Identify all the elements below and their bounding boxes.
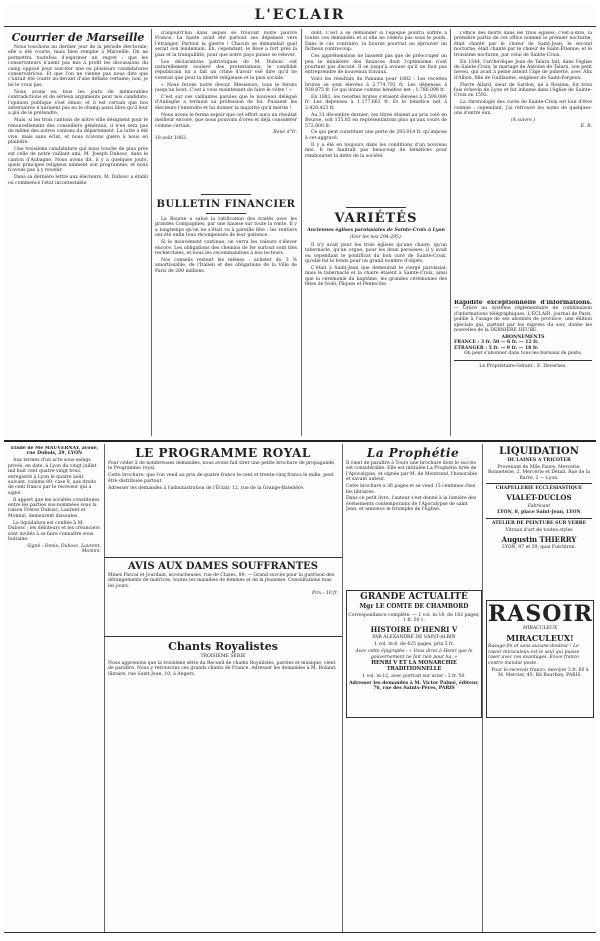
finance-paragraph: Ces appréhensions ne laissent pas que de préoccuper un peu le ministère des finances dont l'optimisme n'est pourtant pas discuté. Il se jusqu'à avouer qu'il ne faut pas entreprendre de nouveaux travaux. [305,54,447,76]
courrier-paragraph: Une troisième candidature qui nous touche de plus près est celle de notre vaillant ami, M. Joseph Dubosc, dans le canton d'Aubagne. Nous avons dit, il y a quelques jours, quels principes religieux animent son programme, et nous n'avons pas à y revenir. [8,146,148,174]
bulletin-paragraph: La Bourse a salué la ratification des traités avec les grandes Compagnies, par une hausse sur toute la rente. Il y a longtemps qu'on ne s'était vu à pareille fête : les rentiers ont été enfin tous récompensés de leur patience. [155,217,297,239]
liquidation-ad [486,446,592,596]
newspaper-page [4,4,596,933]
rasoir-text: Rasage-fin et sans aucune douleur ! Le rasoir miraculeux est le seul qui puisse raser avec ces avantages. Envoi franco contre mandat-poste. [488,644,580,666]
courrier-paragraph: Mais, si les trois cantons de notre ville désignent pour le renouvellement des conseillers généraux, il n'en sera pas de même des autres cantons du département. La lutte a été vive, mais sans éclat, et nous n'avons guère à nous en plaindre. [8,118,148,145]
avis-title: AVIS AUX DAMES SOUFFRANTES [127,561,319,572]
grande-line: Correspondance complète. — 1 vol. in-18, de 182 pages, 1 fr. 50 c. [348,612,480,623]
courrier-paragraph: Nous touchons au dernier jour de la période électorale; elle a été courte, mais bien remplie à Marseille. On ne permettra toutefois d'exprimer un regret : que les conservateurs n'aient pas mis à profit les discussions du camp opposé pour susciter une ou plusieurs candidatures conservatrices. Et que l'on ne vienne pas nous dire que c'aurait été courir au-devant d'une défaite certaine; non, je ne le crois pas. [8,45,148,88]
rasoir-ad [486,600,594,718]
atelier-title: ATELIER DE PEINTURE SUR VERRE [491,520,587,526]
etude-paragraph: Aux termes d'un acte sous-seings privés, en date, à Lyon du vingt juillet mil huit cent quatre-vingt trois, enregistré à Lyon le quatre août suivant, volume 89, case 8, aux droits de cent francs par le receveur qui a signé. [8,458,97,496]
prophetie-paragraph: Dans ce petit livre, l'auteur s'est donné à la lumière des événements contemporains de l'Apocalypse de saint Jean, et annonce le triomphe de l'Église. [346,496,477,513]
article-paragraph: Nous avons le ferme espoir que cet effort aura un résultat meilleur encore, que nous pouvons d'ores et déjà considérer comme certain. [155,112,297,129]
separator [346,207,406,208]
column-rule-2 [301,29,302,436]
varietes-paragraph: Il n'y avait pour les trois églises qu'une chaire, qu'un tabernacle, qu'un orgue, pour les deux paroisses; il y avait eu cependant le pontificat du bon curé de Sainte-Croix, qu'elle fut le fonds pour un grand nombre d'objets. [305,242,447,265]
liquidation-title: LIQUIDATION [499,446,579,457]
gerant-line: Le Propriétaire-Gérant : E. Devernes. [479,363,567,369]
prices-title: ABONNEMENTS [501,334,545,340]
rasoir-footer: Pour le recevoir franco, envoyer 3 fr. 60 à M. Mercier, 45, Bd Bourbon, PARIS. [491,667,589,678]
rasoir-title: RASOIR [488,601,593,627]
courrier-column [8,31,148,434]
henri-title: HENRI V ET LA MONARCHIE TRADITIONNELLE [371,660,457,672]
grande-book: Mgr LE COMTE DE CHAMBORD [359,603,469,610]
histoire-title: HISTOIRE D'HENRI V [370,624,458,634]
varietes-column [305,207,447,434]
finance-paragraph: En 1881, les recettes brutes s'étaient élevées à 3.598.086 fr. Les dépenses à 1.177.663 fr. Et le bénéfice net à 2.420.423 fr. [305,94,447,111]
separator [104,636,342,637]
ads-top-rule [4,440,596,442]
programme-paragraph: Pour céder à de nombreuses demandes, nous avons fait tirer une petite brochure de propagande, le Programme royal. [108,461,336,472]
varietes-paragraph: Pierre Allard, sieur de Sardon, né à Roanne, fut trois fois échevin de Lyon et fut inhumé dans l'église de Sainte-Croix en 1592. [454,82,592,99]
etude-paragraph: Il appert que les sociétés constituées entre les parties sus-nommées sous la raison Frères Dubosc, Laurent et Monnin, demeurent dissoutes. [8,497,100,519]
chants-title: Chants Royalistes [168,640,278,653]
courrier-continued-column [155,31,297,191]
liquidation-text: Provenant de Mlle Faure, Mercerie, Bonneterie, 2, Mercerie et Détail. Rue de la Barre, 2 — Lyon. [487,464,591,481]
article-paragraph: Les déclarations patriotiques de M. Dubosc ont naturellement soulevé des protestations; le candidat républicain lui a fait un crime d'avoir osé dire qu'il ne voterait que pour la liberté religieuse et la paix sociale. [155,59,297,81]
vialet-name: VIALET-DUCLOS [506,493,572,503]
etude-signature: Signé : Denis, Dubosc, Laurent, Monnin. [27,543,101,555]
separator [486,483,592,484]
separator [454,360,592,361]
rapidite-text: — Grâce au système réglementaire de combinaison d'informations télégraphiques, L'ÉCLAIR, journal de Paris, publie à l'usage de ses abonnés de province, une édition spéciale qui, partant par les express du soir, donne les nouvelles de la DERNIÈRE HEURE. [454,306,592,334]
vialet-address: LYON, 8, place Saint-Jean, LYON [497,510,581,516]
etude-notice [8,446,101,931]
courrier-title: Courrier de Marseille [11,31,145,44]
varietes-paragraph: La chronologie des curés de Sainte-Croix est loin d'être connue ; cependant, j'ai retrouvé les noms de quelques-uns d'entre eux. [454,100,592,117]
article-signature: René d'Yr. [273,130,297,136]
varietes-paragraph: C'était à Saint-Jean que demeurait le clergé paroissial; mais le tabernacle et la chaire étaient à Sainte-Croix, ainsi que la cérémonie du baptême, les grandes cérémonies des fêtes de Noël, Pâques et Pentecôte. [305,265,447,288]
prophetie-title: La Prophétie [366,446,460,460]
article-paragraph: « Nous ferons notre devoir, Messieurs, tous le ferons jusqu'au bout. C'est à vous maintenant de faire le vôtre ! » [155,82,297,94]
courrier-paragraph: Dans sa dernière lettre aux électeurs, M. Dubosc a établi ou commencé l'état incontestable [8,175,148,186]
separator [201,194,251,195]
rasoir-sub: MIRACULEUX [522,626,558,631]
separator [486,518,592,519]
article-paragraph: d'aujourd'hui dans lequel se trouvait notre pauvre France. La haute avait été partout ses dépenses vers l'étranger. Partout la guerre ! Chacun se demandait quel serait son lendemain. Eh, cependant, le Bosé a fort près la paix et la tranquillité, pour que notre pays puisse se relever. [155,31,297,58]
varietes-paragraph: l'office des morts dans les trois églises; c'est-à-dire, la première partie de cet office nommé le premier nocturne, était chanté par le chœur de Saint-Jean; le second nocturne, était chanté par le chœur de Saint-Étienne; et le troisième nocturne, par celui de Sainte-Croix. [454,31,592,58]
courrier-paragraph: Nous avons eu tous les jours de mémorables contradictions et de sérieux arguments pour nos candidats; l'opinion publique s'est émue, et il est certain que nos adversaires n'auraient pas eu le champ aussi libre qu'il leur a plu de le prétendre. [8,89,148,117]
separator [104,557,342,558]
prophetie-paragraph: Cette brochure a 36 pages et se vend 15 centimes chez les libraires. [346,484,476,495]
grande-address: Adresser les demandes à M. Victor Palmé, éditeur, 76, rue des Saints-Pères, PARIS [349,680,479,692]
grande-title: GRANDE ACTUALITÉ [360,592,468,602]
masthead [4,4,596,26]
varietes-title: VARIÉTÉS [334,211,418,226]
bulletin-title: BULLETIN FINANCIER [156,199,296,210]
bulletin-column [155,194,297,434]
rapidite-title: Rapidité exceptionnelle d'informations. [454,300,592,306]
varietes-subtitle: Anciennes églises paroissiales de Sainte-Croix à Lyon [307,228,445,233]
finance-paragraph: dont. C'est à se demander si l'époque pourra suffire à toutes ces demandes et si elle ne cédera pas sous le poids. Dans le cas contraire, la bourse pourrait ne éprouver un fâcheux contrecoup. [305,31,447,53]
page-bottom-rule [4,932,596,933]
column-rule-3 [450,29,451,436]
henri-line: 1 vol. in-12, avec portrait sur acier : 3 fr. 50. [362,673,466,679]
price-line: FRANCE : 3 fr. 50 — 6 fr. — 12 fr. [454,340,539,346]
thierry-address: LYON, 87 et 39, quai Fulchiron. [502,545,576,551]
chapellerie-title: CHAPELLERIE ECCLÉSIASTIQUE [495,486,583,492]
varietes-note: (Voir les nos 294-295). [349,235,403,241]
bulletin-paragraph: Si le mouvement continue, on verra les valeurs s'élever encore. Les obligations des chemins de fer surtout sont très recherchées, et nous les recommandons à nos lecteurs. [155,240,297,256]
ads-rule-3 [482,444,483,932]
finance-paragraph: Ce qui peut constituer une perte de 293.014 fr. qu'impose à cet aggravé. [305,130,447,141]
chants-sub: TROISIÈME SÉRIE [200,654,246,659]
rapidite-footer: On peut s'abonner dans tous les bureaux de poste. [463,351,583,357]
rapidite-column [454,300,592,434]
suite-note: (A suivre.) [510,118,536,124]
price-line: ÉTRANGER : 5 fr. — 9 fr. — 18 fr. [454,345,539,351]
vialet-sub: Fabricant [527,503,551,509]
varietes-continued-column [454,31,592,271]
finance-continued-column [305,31,447,201]
programme-paragraph: Cette brochure, que l'on vend au prix de quatre francs le cent et trente-cinq francs le mille, peut être distribuée partout. [108,473,334,484]
prophetie-paragraph: Il vient de paraître à Tours une brochure dont le succès est considérable. Elle est intitulée La Prophétie tirée de l'Apocalypse, et signée par M. de Montrond, l'honorable et savant auteur. [346,461,478,483]
avis-text: Mmes Pascal et Jourdain, accoucheuses, rue de Cluzes, 89. — Grand succès pour la guérison des dérangements de matrices, toutes les maladies de femmes et de la jeunesse. Consultations tous les jours. [108,573,335,589]
programme-paragraph: Adresser les demandes à l'administration de l'Éclair, 12, rue de la Grange-Batelière. [108,485,305,491]
rasoir-sub-big: MIRACULEUX! [506,632,574,643]
histoire-author: PAR ALEXANDRE DE SAINT-ALBIN [372,635,456,641]
avis-price: Prix : 10 fr. [312,590,338,596]
column-rule-1 [151,29,152,436]
separator [206,213,246,214]
atelier-sub: Vitraux d'art de toutes styles [505,527,573,533]
liquidation-sub: DE LAINES A TRICOTER [507,458,571,463]
ads-rule-2 [342,444,343,932]
article-date: 18 août 1883. [155,135,188,141]
avis-ad [108,560,338,632]
finance-paragraph: Voici les résultats du Panama pour 1882 : Les recettes brutes se sont élevées à 2.774.792 fr. Les dépenses à 938.875 fr. Ce qui donne comme bénéfice net : 1.786.098 fr. [305,77,447,94]
masthead-title: L'ECLAIR [254,7,346,23]
chants-text: Nous apprenons que la troisième série du Recueil de chants Royalistes, paroles et musique, vient de paraître. Nous y retrouvons ces grands chants de France. Adresser les demandes à M. Roland, libraire, rue Saint-Jean, 10, à Angers. [108,660,337,677]
chants-ad [108,640,338,700]
prophetie-ad [346,446,480,586]
programme-ad [108,446,338,554]
etude-paragraph: La liquidation est confiée à M. Dubosc ; les débiteurs et les créanciers sont invités à se faire connaître sous huitaine. [8,520,100,542]
varietes-signature: E. R. [580,123,592,129]
article-paragraph: C'est sur ces vaillantes paroles que le nouveau délégué d'Aubagne a terminé sa profession de foi. Puissent les électeurs l'entendre et lui donner la majorité qu'il mérite ! [155,94,297,111]
thierry-name: Augustin THIERRY [501,534,577,544]
finance-paragraph: Au 31 décembre dernier, ces titres étaient au prix coté en Bourse, soit 135.85 en représentations plus qu'aux cours de 572.000 fr. [305,112,447,129]
programme-title: LE PROGRAMME ROYAL [135,446,311,460]
finance-paragraph: Il y a été en toujours dans les conditions d'un nouveau moi. Il ne faudrait pas beaucoup de bénéfices pour rembourser la dette de la société. [305,142,447,159]
etude-title: Étude de Me MAUVERNAY, avoué, rue Dubois, 29, LYON [10,446,99,457]
masthead-rule [4,26,596,27]
varietes-paragraph: En 1544, l'archevêque Jean de Talaru fait, dans l'église de Sainte-Croix, le mariage de Antoine de Talaru, son petit neveu, qui avait à peine atteint l'âge de puberté, avec Alix d'Albon, fille de Guillaume, seigneur de Saint-Forgeux. [454,59,592,81]
grande-actualite-ad [346,590,482,718]
histoire-quote: Avec cette épigraphe : « Vous direz à Henri que le gouvernement ne fait rien pour lui. » [355,649,473,660]
histoire-vols: 1 vol. in-8, de 425 pages, prix 5 fr. [374,642,454,648]
bulletin-paragraph: Nos conseils restent les mêmes : acheter du 3 % amortissable, de l'Italien et des obligations de la Ville de Paris de 200 millions. [155,257,297,274]
ads-rule-1 [104,444,105,932]
